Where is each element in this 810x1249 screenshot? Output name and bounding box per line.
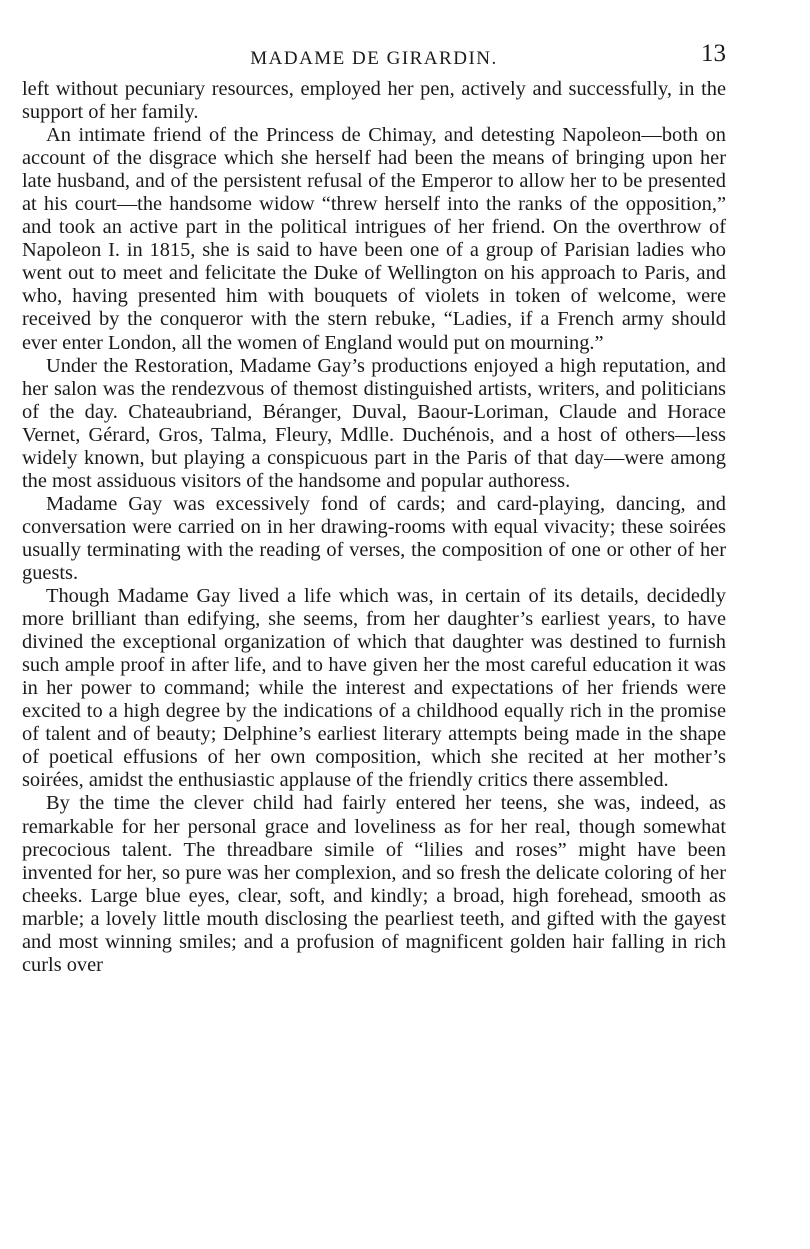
paragraph-1: left without pecuniary resources, employed her pen, actively and successfully, in the support of her family. — [22, 78, 726, 124]
book-page — [22, 42, 726, 977]
paragraph-2: An intimate friend of the Princess de Chimay, and detesting Napoleon—both on account of the disgrace which she herself had been the means of bringing upon her late husband, and of the persistent refusal of the Emperor to allow her to be presented at his court—the handsome widow “threw herself into the ranks of the opposition,” and took an active part in the political intrigues of her friend. On the overthrow of Napoleon I. in 1815, she is said to have been one of a group of Parisian ladies who went out to meet and felicitate the Duke of Wellington on his approach to Paris, and who, having presented him with bouquets of violets in token of welcome, were received by the conqueror with the stern rebuke, “Ladies, if a French army should ever enter London, all the women of England would put on mourning.” — [22, 124, 726, 354]
body-text — [22, 78, 726, 977]
page-header — [22, 42, 726, 78]
paragraph-4: Madame Gay was excessively fond of cards; and card-playing, dancing, and conversation were carried on in her drawing-rooms with equal vivacity; these soirées usually terminating with the reading of verses, the composition of one or other of her guests. — [22, 492, 726, 584]
paragraph-5: Though Madame Gay lived a life which was, in certain of its details, decidedly more brilliant than edifying, she seems, from her daughter’s earliest years, to have divined the exceptional organization of which that daughter was destined to furnish such ample proof in after life, and to have given her the most careful education it was in her power to command; while the interest and expectations of her friends were excited to a high degree by the indications of a childhood equally rich in the promise of talent and of beauty; Delphine’s earliest literary attempts being made in the shape of poetical effusions of her own composition, which she recited at her mother’s soirées, amidst the enthusiastic applause of the friendly critics there assembled. — [22, 585, 726, 792]
paragraph-3: Under the Restoration, Madame Gay’s productions enjoyed a high reputation, and her salon was the rendezvous of themost distinguished artists, writers, and politicians of the day. Chateaubriand, Béranger, Duval, Baour-Loriman, Claude and Horace Vernet, Gérard, Gros, Talma, Fleury, Mdlle. Duchénois, and a host of others—less widely known, but playing a conspicuous part in the Paris of that day—were among the most assiduous visitors of the handsome and popular authoress. — [22, 354, 726, 492]
page-number: 13 — [701, 40, 726, 67]
paragraph-6: By the time the clever child had fairly entered her teens, she was, indeed, as remarkable for her personal grace and loveliness as for her real, though somewhat precocious talent. The threadbare simile of “lilies and roses” might have been invented for her, so pure was her complexion, and so fresh the delicate coloring of her cheeks. Large blue eyes, clear, soft, and kindly; a broad, high forehead, smooth as marble; a lovely little mouth disclosing the pearliest teeth, and gifted with the gayest and most winning smiles; and a profusion of magnificent golden hair falling in rich curls over — [22, 792, 726, 976]
running-title: MADAME DE GIRARDIN. — [250, 48, 498, 69]
